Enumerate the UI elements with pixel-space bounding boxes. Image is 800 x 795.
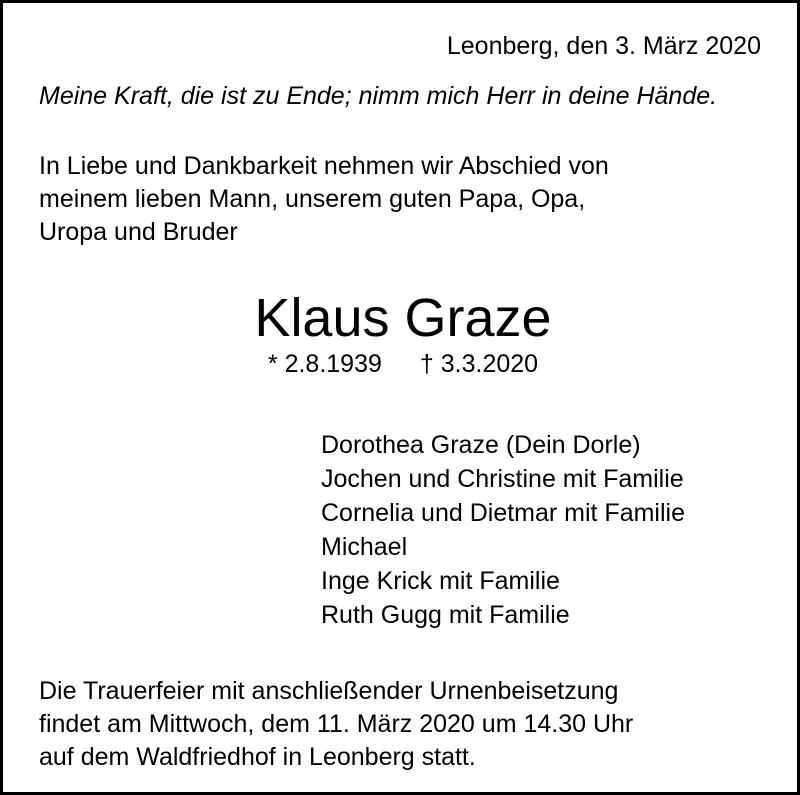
service-line: Die Trauerfeier mit anschließender Urnenbeisetzung: [39, 677, 619, 705]
mourner-entry: Michael: [321, 533, 408, 561]
mourner-entry: Dorothea Graze (Dein Dorle): [321, 431, 641, 459]
intro-line: In Liebe und Dankbarkeit nehmen wir Abschied von: [39, 152, 609, 180]
service-line: auf dem Waldfriedhof in Leonberg statt.: [39, 743, 476, 771]
service-line: findet am Mittwoch, dem 11. März 2020 um 14.30 Uhr: [39, 710, 634, 738]
mourner-entry: Cornelia und Dietmar mit Familie: [321, 499, 686, 527]
mourners-list: [321, 428, 685, 632]
motto-verse: Meine Kraft, die ist zu Ende; nimm mich Herr in deine Hände.: [39, 82, 718, 110]
service-notice: [39, 675, 633, 774]
intro-line: meinem lieben Mann, unserem guten Papa, Opa,: [39, 185, 586, 213]
deceased-name: Klaus Graze: [254, 288, 552, 348]
intro-line: Uropa und Bruder: [39, 218, 238, 246]
death-date: † 3.3.2020: [419, 350, 539, 378]
mourner-entry: Ruth Gugg mit Familie: [321, 601, 570, 629]
place-date: Leonberg, den 3. März 2020: [446, 32, 761, 60]
intro-text: [39, 150, 609, 249]
mourner-entry: Jochen und Christine mit Familie: [321, 465, 684, 493]
life-dates: [3, 349, 800, 379]
mourner-entry: Inge Krick mit Familie: [321, 567, 560, 595]
birth-date: * 2.8.1939: [267, 350, 382, 378]
